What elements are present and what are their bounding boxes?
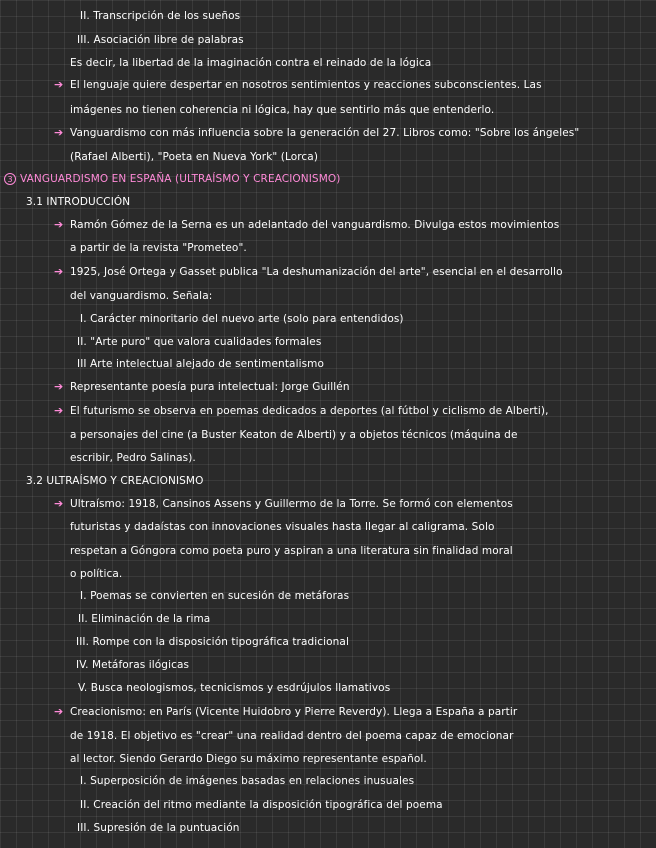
note-line: IV. Metáforas ilógicas [76,659,190,671]
arrow-icon: ➔ [54,404,64,417]
note-line: al lector. Siendo Gerardo Diego su máximo representante español. [70,753,427,765]
arrow-icon: ➔ [54,126,64,139]
note-line: II. "Arte puro" que valora cualidades formales [77,336,322,348]
note-line: II. Transcripción de los sueños [80,10,241,22]
note-line: Es decir, la libertad de la imaginación contra el reinado de la lógica [70,57,432,69]
section-heading: VANGUARDISMO EN ESPAÑA (ULTRAÍSMO Y CREACIONISMO) [20,173,341,185]
note-line: a personajes del cine (a Buster Keaton de Alberti) y a objetos técnicos (máquina de [70,429,518,441]
arrow-icon: ➔ [54,380,64,393]
note-line: El lenguaje quiere despertar en nosotros sentimientos y reacciones subconscientes. Las [70,79,542,91]
arrow-icon: ➔ [54,265,64,278]
note-line: Vanguardismo con más influencia sobre la generación del 27. Libros como: "Sobre los ángeles" [70,127,580,139]
note-line: III. Rompe con la disposición tipográfica tradicional [76,636,349,648]
note-line: III. Supresión de la puntuación [77,822,240,834]
note-line: Creacionismo: en París (Vicente Huidobro y Pierre Reverdy). Llega a España a partir [70,706,518,718]
subsection-heading: 3.2 ULTRAÍSMO Y CREACIONISMO [26,475,204,487]
section-number-badge: 3 [4,173,16,185]
note-line: de 1918. El objetivo es "crear" una realidad dentro del poema capaz de emocionar [70,730,514,742]
note-line: I. Superposición de imágenes basadas en relaciones inusuales [80,775,415,787]
note-line: (Rafael Alberti), "Poeta en Nueva York" (Lorca) [70,151,319,163]
arrow-icon: ➔ [54,497,64,510]
note-line: II. Creación del ritmo mediante la disposición tipográfica del poema [80,799,443,811]
note-line: escribir, Pedro Salinas). [70,452,196,464]
note-line: III. Asociación libre de palabras [77,34,244,46]
subsection-heading: 3.1 INTRODUCCIÓN [26,196,131,208]
note-line: del vanguardismo. Señala: [70,290,213,302]
note-line: Ramón Gómez de la Serna es un adelantado del vanguardismo. Divulga estos movimientos [70,219,560,231]
note-line: El futurismo se observa en poemas dedicados a deportes (al fútbol y ciclismo de Alberti), [70,405,549,417]
note-line: Ultraísmo: 1918, Cansinos Assens y Guillermo de la Torre. Se formó con elementos [70,498,513,510]
arrow-icon: ➔ [54,78,64,91]
note-line: I. Carácter minoritario del nuevo arte (solo para entendidos) [80,313,404,325]
note-line: o política. [70,568,123,580]
note-line: imágenes no tienen coherencia ni lógica, hay que sentirlo más que entenderlo. [70,104,495,116]
note-line: III Arte intelectual alejado de sentimentalismo [77,358,325,370]
note-line: 1925, José Ortega y Gasset publica "La deshumanización del arte", esencial en el desarrollo [70,266,563,278]
note-line: V. Busca neologismos, tecnicismos y esdrújulos llamativos [78,682,391,694]
arrow-icon: ➔ [54,705,64,718]
arrow-icon: ➔ [54,218,64,231]
note-line: Representante poesía pura intelectual: Jorge Guillén [70,381,350,393]
note-line: II. Eliminación de la rima [78,613,211,625]
note-line: respetan a Góngora como poeta puro y aspiran a una literatura sin finalidad moral [70,545,513,557]
note-line: futuristas y dadaístas con innovaciones visuales hasta llegar al caligrama. Solo [70,521,495,533]
note-line: I. Poemas se convierten en sucesión de metáforas [80,590,350,602]
note-line: a partir de la revista "Prometeo". [70,242,247,254]
